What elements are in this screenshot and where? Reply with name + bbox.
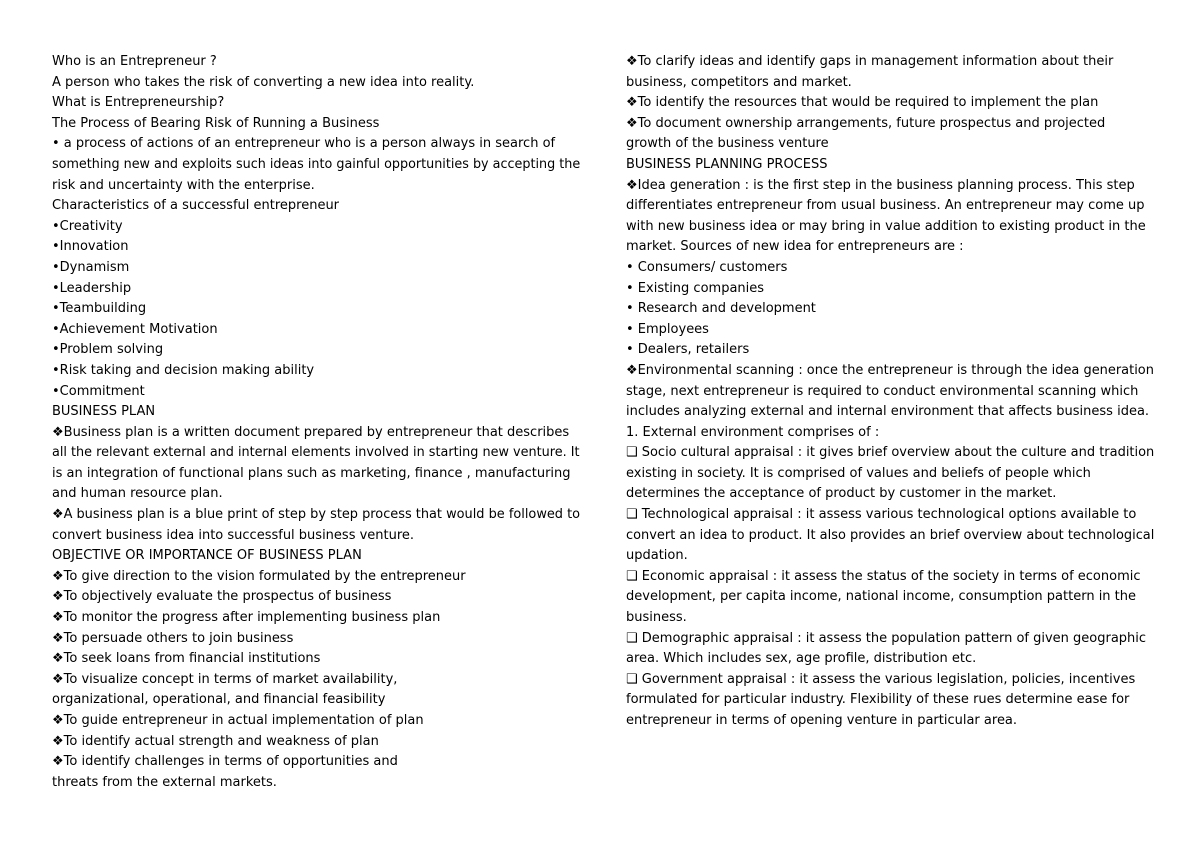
text-line: ❖To clarify ideas and identify gaps in management information about their	[626, 54, 1114, 69]
text-line: ❑ Government appraisal : it assess the various legislation, policies, incentives	[626, 671, 1136, 687]
text-line: something new and exploits such ideas into gainful opportunities by accepting the	[52, 156, 581, 172]
text-line: ❖Idea generation : is the first step in the business planning process. This step	[626, 177, 1135, 193]
text-line: • Existing companies	[626, 280, 765, 296]
text-line: •Risk taking and decision making ability	[52, 362, 315, 378]
text-line: • Dealers, retailers	[626, 342, 750, 358]
text-line: OBJECTIVE OR IMPORTANCE OF BUSINESS PLAN	[52, 548, 362, 564]
text-line: •Teambuilding	[52, 301, 147, 317]
right-column	[626, 52, 1154, 732]
text-line: •Problem solving	[52, 342, 164, 358]
text-line: existing in society. It is comprised of values and beliefs of people which	[626, 465, 1091, 481]
left-column	[52, 52, 580, 793]
text-line: all the relevant external and internal elements involved in starting new venture. It	[52, 445, 580, 461]
text-line: growth of the business venture	[626, 136, 829, 152]
text-line: ❖To guide entrepreneur in actual implementation of plan	[52, 713, 424, 728]
text-line: ❖To identify actual strength and weakness of plan	[52, 733, 379, 749]
text-line: development, per capita income, national income, consumption pattern in the	[626, 589, 1137, 605]
text-line: BUSINESS PLAN	[52, 404, 156, 420]
text-line: ❖Business plan is a written document prepared by entrepreneur that describes	[52, 424, 570, 440]
text-line: market. Sources of new idea for entrepreneurs are :	[626, 239, 964, 255]
text-line: •Dynamism	[52, 259, 130, 275]
text-line: • Research and development	[626, 301, 816, 317]
text-line: differentiates entrepreneur from usual business. An entrepreneur may come up	[626, 198, 1145, 214]
text-line: 1. External environment comprises of :	[626, 424, 880, 440]
text-line: • Consumers/ customers	[626, 259, 788, 275]
text-line: • a process of actions of an entrepreneur who is a person always in search of	[52, 136, 556, 152]
text-line: business.	[626, 610, 687, 626]
text-line: ❖A business plan is a blue print of step by step process that would be followed to	[52, 507, 581, 523]
text-line: •Commitment	[52, 383, 145, 399]
text-line: determines the acceptance of product by customer in the market.	[626, 486, 1057, 502]
text-line: BUSINESS PLANNING PROCESS	[626, 156, 828, 172]
text-line: ❖To monitor the progress after implementing business plan	[52, 610, 441, 626]
text-line: ❑ Technological appraisal : it assess various technological options available to	[626, 507, 1137, 523]
text-line: •Innovation	[52, 239, 129, 255]
text-line: is an integration of functional plans such as marketing, finance , manufacturing	[52, 465, 571, 481]
text-line: stage, next entrepreneur is required to conduct environmental scanning which	[626, 383, 1139, 399]
text-line: and human resource plan.	[52, 486, 223, 502]
text-line: ❖To persuade others to join business	[52, 630, 294, 646]
text-line: •Achievement Motivation	[52, 321, 218, 337]
text-line: area. Which includes sex, age profile, distribution etc.	[626, 651, 977, 667]
text-line: entrepreneur in terms of opening venture in particular area.	[626, 713, 1018, 728]
text-line: risk and uncertainty with the enterprise.	[52, 177, 315, 193]
text-line: ❑ Economic appraisal : it assess the status of the society in terms of economic	[626, 568, 1141, 584]
text-line: The Process of Bearing Risk of Running a Business	[52, 115, 380, 131]
text-line: ❖Environmental scanning : once the entrepreneur is through the idea generation	[626, 362, 1154, 378]
text-line: ❑ Demographic appraisal : it assess the population pattern of given geographic	[626, 630, 1147, 646]
text-line: ❖To identify the resources that would be required to implement the plan	[626, 95, 1099, 111]
text-line: ❖To visualize concept in terms of market availability,	[52, 671, 398, 687]
text-line: Who is an Entrepreneur ?	[52, 54, 217, 69]
text-line: formulated for particular industry. Flexibility of these rues determine ease for	[626, 692, 1130, 708]
text-line: ❖To seek loans from financial institutions	[52, 651, 321, 667]
text-line: •Leadership	[52, 280, 132, 296]
text-line: ❖To give direction to the vision formulated by the entrepreneur	[52, 568, 466, 584]
text-line: with new business idea or may bring in value addition to existing product in the	[626, 218, 1146, 234]
text-line: A person who takes the risk of converting a new idea into reality.	[52, 74, 475, 90]
text-line: organizational, operational, and financial feasibility	[52, 692, 386, 708]
text-line: business, competitors and market.	[626, 74, 852, 90]
text-line: convert business idea into successful business venture.	[52, 527, 415, 543]
text-line: threats from the external markets.	[52, 774, 277, 790]
text-line: Characteristics of a successful entrepreneur	[52, 198, 340, 214]
text-line: convert an idea to product. It also provides an brief overview about technological	[626, 527, 1155, 543]
text-line: What is Entrepreneurship?	[52, 95, 225, 111]
text-line: ❖To objectively evaluate the prospectus of business	[52, 589, 392, 605]
text-line: •Creativity	[52, 218, 123, 234]
text-line: • Employees	[626, 321, 709, 337]
text-line: ❑ Socio cultural appraisal : it gives brief overview about the culture and tradition	[626, 445, 1155, 461]
text-line: updation.	[626, 548, 688, 564]
text-line: includes analyzing external and internal environment that affects business idea.	[626, 404, 1150, 420]
text-line: ❖To identify challenges in terms of opportunities and	[52, 754, 398, 770]
text-line: ❖To document ownership arrangements, future prospectus and projected	[626, 115, 1106, 131]
